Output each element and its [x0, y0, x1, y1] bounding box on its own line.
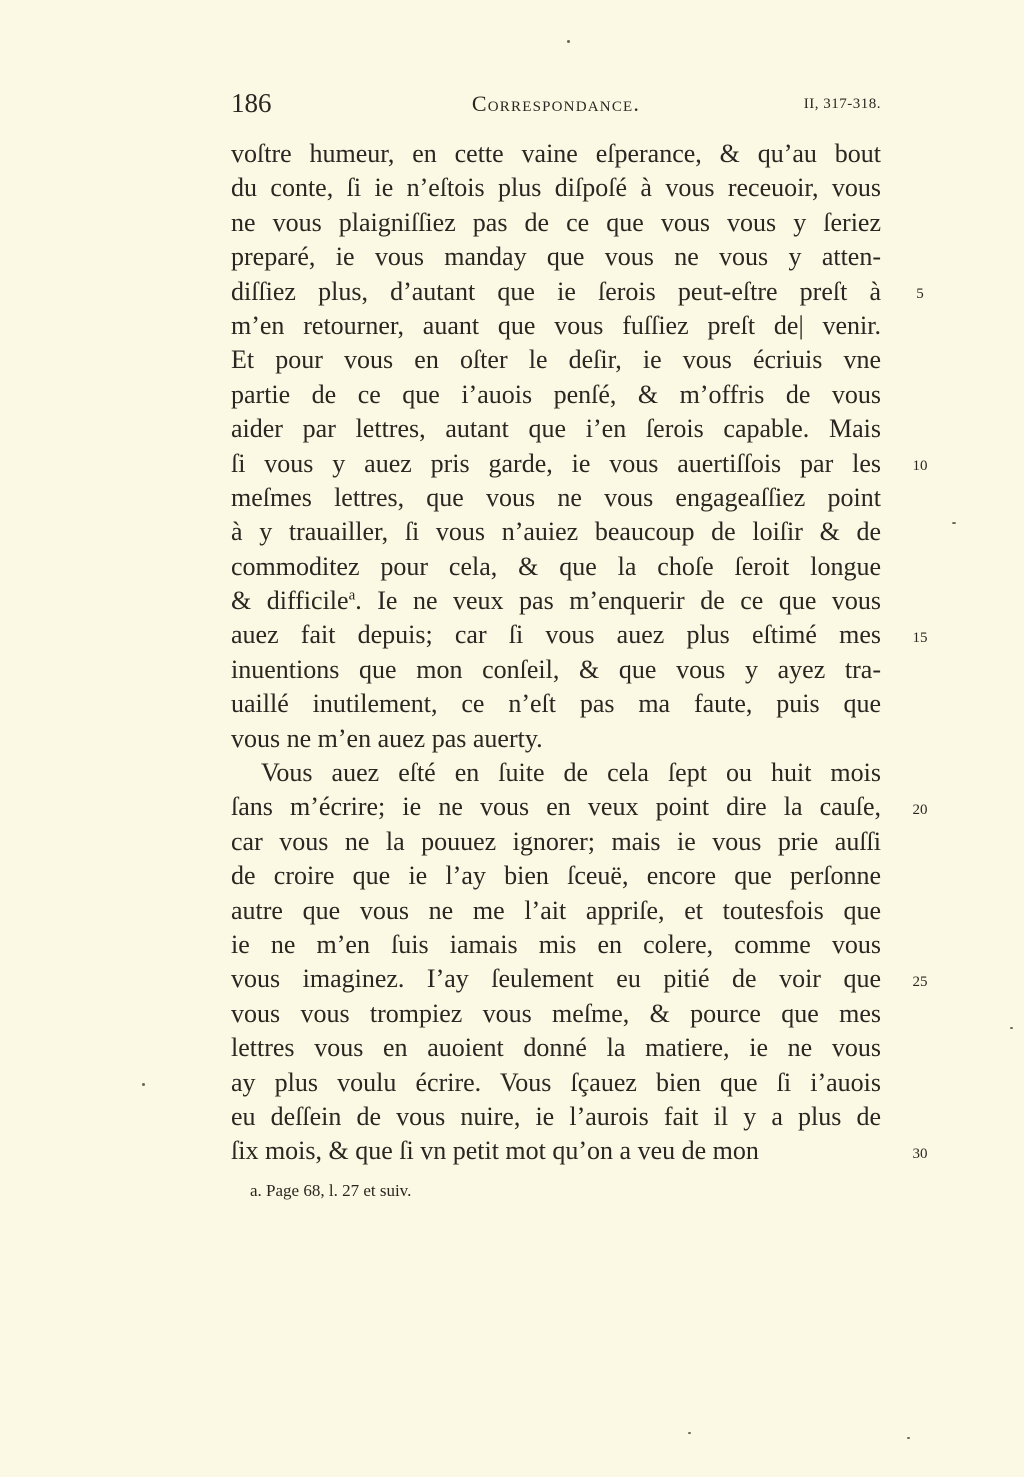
text-line: ſix mois, & que ſi vn petit mot qu’on a veu de mon	[231, 1136, 759, 1166]
page-number: 186	[231, 88, 272, 118]
text-line: commoditez pour cela, & que la choſe ſeroit longue	[231, 551, 881, 581]
text-line: ay plus voulu écrire. Vous ſçauez bien que ſi i’auois	[231, 1067, 881, 1097]
text-line: preparé, ie vous manday que vous ne vous y atten-	[231, 242, 881, 272]
text-line: uaillé inutilement, ce n’eſt pas ma faute, puis que	[231, 689, 881, 719]
line-number: 15	[912, 629, 928, 646]
text-line: m’en retourner, auant que vous fuſſiez preſt de| venir.	[231, 310, 881, 340]
text-line: aider par lettres, autant que i’en ſerois capable. Mais	[231, 414, 881, 444]
text-line: car vous ne la pouuez ignorer; mais ie vous prie auſſi	[231, 826, 881, 856]
text-line: & difficile$^a$. Ie ne veux pas m’enquerir de ce que vous	[231, 586, 881, 616]
text-line: du conte, ſi ie n’eſtois plus diſpoſé à vous receuoir, vous	[231, 173, 881, 203]
paper-speck	[688, 1432, 691, 1434]
text-line: diſſiez plus, d’autant que ie ſerois peut-eſtre preſt à	[231, 276, 881, 306]
text-line: lettres vous en auoient donné la matiere, ie ne vous	[231, 1033, 881, 1063]
text-line: eu deſſein de vous nuire, ie l’aurois fait il y a plus de	[231, 1101, 881, 1131]
text-line: inuentions que mon conſeil, & que vous y ayez tra-	[231, 654, 881, 684]
paper-speck	[952, 522, 956, 524]
text-line: auez fait depuis; car ſi vous auez plus eſtimé mes	[231, 620, 881, 650]
running-header	[231, 88, 881, 128]
text-line: vous imaginez. I’ay ſeulement eu pitié de voir que	[231, 964, 881, 994]
running-title: Correspondance.	[471, 91, 641, 116]
paper-speck	[567, 40, 570, 43]
text-line: meſmes lettres, que vous ne vous engageaſſiez point	[231, 482, 881, 512]
text-line: Vous auez eſté en ſuite de cela ſept ou huit mois	[261, 758, 881, 788]
paper-speck	[142, 1083, 145, 1086]
text-line: autre que vous ne me l’ait appriſe, et toutesfois que	[231, 895, 881, 925]
text-line: vous ne m’en auez pas auerty.	[231, 723, 543, 753]
line-number: 20	[912, 801, 928, 818]
footnote-marker: a	[348, 587, 356, 604]
text-line: à y trauailler, ſi vous n’auiez beaucoup de loiſir & de	[231, 517, 881, 547]
line-number: 30	[912, 1145, 928, 1162]
body-text	[231, 137, 881, 1169]
text-line: de croire que ie l’ay bien ſceuë, encore que perſonne	[231, 861, 881, 891]
text-line: partie de ce que i’auois penſé, & m’offris de vous	[231, 379, 881, 409]
text-line: Et pour vous en oſter le deſir, ie vous écriuis vne	[231, 345, 881, 375]
volume-reference: II, 317-318.	[803, 96, 881, 112]
text-line: ſans m’écrire; ie ne vous en veux point dire la cauſe,	[231, 792, 881, 822]
paper-speck	[1010, 1027, 1013, 1029]
text-line: ne vous plaigniſſiez pas de ce que vous vous y ſeriez	[231, 207, 881, 237]
text-line: ſi vous y auez pris garde, ie vous auertiſſois par les	[231, 448, 881, 478]
text-line: voſtre humeur, en cette vaine eſperance, & qu’au bout	[231, 139, 881, 168]
text-line: vous vous trompiez vous meſme, & pource que mes	[231, 998, 881, 1028]
line-number: 10	[912, 457, 928, 474]
footnote: a. Page 68, l. 27 et suiv.	[250, 1181, 412, 1200]
line-number: 5	[916, 285, 924, 302]
paper-speck	[907, 1437, 910, 1439]
line-number: 25	[912, 973, 928, 990]
text-line: ie ne m’en ſuis iamais mis en colere, comme vous	[231, 929, 881, 959]
